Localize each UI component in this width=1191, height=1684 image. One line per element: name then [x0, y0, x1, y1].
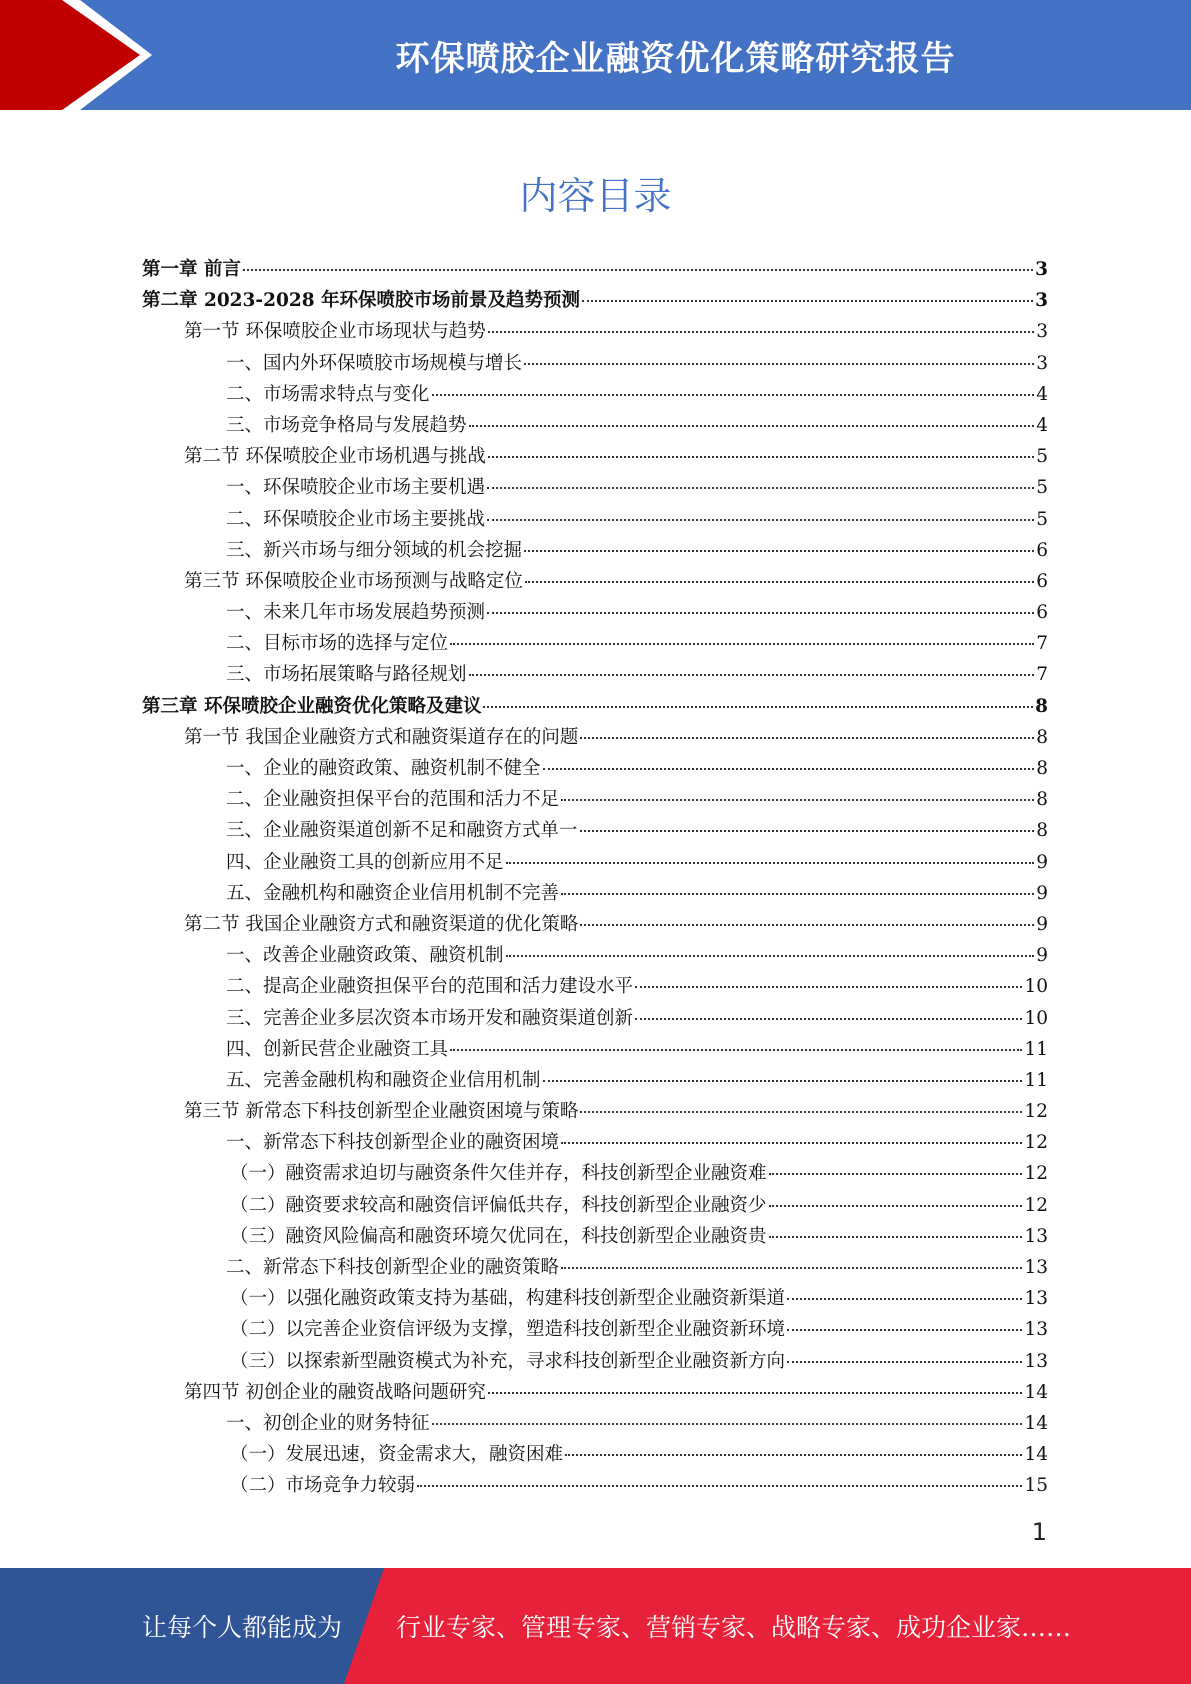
- toc-entry-title: （三）以探索新型融资模式为补充，寻求科技创新型企业融资新方向: [230, 1350, 786, 1372]
- toc-entry-page: 12: [1024, 1132, 1048, 1154]
- toc-leader-dots: [561, 1267, 1022, 1269]
- toc-leader-dots: [635, 986, 1022, 988]
- toc-entry[interactable]: [142, 566, 1048, 597]
- toc-leader-dots: [483, 706, 1033, 708]
- toc-entry-page: 9: [1036, 945, 1048, 967]
- toc-leader-dots: [769, 1205, 1023, 1207]
- toc-entry-title: 二、新常态下科技创新型企业的融资策略: [226, 1257, 560, 1278]
- toc-leader-dots: [243, 269, 1033, 271]
- toc-leader-dots: [787, 1298, 1022, 1300]
- toc-leader-dots: [469, 425, 1035, 427]
- toc-entry-page: 11: [1024, 1069, 1048, 1091]
- page-number: 1: [1031, 1518, 1047, 1546]
- toc-entry[interactable]: [142, 847, 1048, 878]
- toc-entry-page: 8: [1036, 820, 1048, 842]
- toc-entry-title: 一、企业的融资政策、融资机制不健全: [226, 758, 541, 779]
- toc-heading: 内容目录: [519, 174, 672, 218]
- toc-entry-page: 9: [1036, 882, 1048, 904]
- toc-leader-dots: [565, 1454, 1022, 1456]
- toc-entry-title: 一、未来几年市场发展趋势预测: [226, 602, 486, 624]
- toc-entry-title: 第三节 环保喷胶企业市场预测与战略定位: [184, 570, 523, 592]
- toc-leader-dots: [487, 487, 1034, 489]
- toc-entry[interactable]: [142, 1346, 1048, 1377]
- toc-entry[interactable]: [142, 909, 1048, 940]
- toc-leader-dots: [487, 519, 1034, 521]
- toc-entry-title: （二）融资要求较高和融资信评偏低共存，科技创新型企业融资少: [230, 1194, 767, 1216]
- toc-entry-page: 12: [1024, 1194, 1048, 1216]
- toc-entry-title: 二、提高企业融资担保平台的范围和活力建设水平: [226, 976, 634, 998]
- toc-entry-title: 第四节 初创企业的融资战略问题研究: [184, 1381, 486, 1403]
- toc-entry[interactable]: [142, 441, 1048, 472]
- toc-leader-dots: [506, 955, 1035, 957]
- toc-entry-title: 三、市场拓展策略与路径规划: [226, 664, 467, 686]
- toc-leader-dots: [524, 363, 1034, 365]
- report-title: 环保喷胶企业融资优化策略研究报告: [395, 38, 956, 79]
- toc-entry-title: 二、市场需求特点与变化: [226, 383, 430, 405]
- toc-entry[interactable]: [142, 659, 1048, 690]
- toc-entry-title: 第二节 我国企业融资方式和融资渠道的优化策略: [184, 913, 579, 935]
- toc-entry[interactable]: [142, 379, 1048, 410]
- toc-entry[interactable]: [142, 254, 1048, 285]
- toc-entry-page: 9: [1036, 913, 1048, 935]
- toc-entry-page: 13: [1024, 1225, 1048, 1247]
- toc-entry-title: 第一章 前言: [142, 259, 241, 280]
- toc-entry-page: 11: [1024, 1038, 1048, 1060]
- toc-entry[interactable]: [142, 472, 1048, 503]
- table-of-contents: [142, 254, 1048, 1502]
- toc-entry-page: 13: [1024, 1350, 1048, 1372]
- toc-leader-dots: [580, 737, 1034, 739]
- toc-entry-page: 5: [1036, 508, 1048, 530]
- toc-entry[interactable]: [142, 1377, 1048, 1408]
- toc-entry-page: 12: [1024, 1163, 1048, 1185]
- toc-leader-dots: [787, 1329, 1022, 1331]
- toc-entry[interactable]: [142, 1221, 1048, 1252]
- toc-entry-page: 5: [1036, 477, 1048, 499]
- toc-entry[interactable]: [142, 1003, 1048, 1034]
- toc-entry-page: 4: [1036, 414, 1048, 436]
- toc-leader-dots: [769, 1236, 1023, 1238]
- toc-entry-page: 10: [1024, 976, 1048, 998]
- toc-leader-dots: [787, 1361, 1022, 1363]
- toc-entry[interactable]: [142, 597, 1048, 628]
- toc-entry-title: 四、创新民营企业融资工具: [226, 1038, 449, 1060]
- toc-entry-page: 8: [1036, 789, 1048, 811]
- toc-leader-dots: [582, 300, 1033, 302]
- toc-leader-dots: [487, 612, 1034, 614]
- toc-entry[interactable]: [142, 1127, 1048, 1158]
- toc-entry[interactable]: [142, 410, 1048, 441]
- toc-entry-page: 13: [1024, 1288, 1048, 1310]
- toc-leader-dots: [450, 643, 1034, 645]
- toc-entry-page: 6: [1036, 539, 1048, 561]
- toc-entry-page: 8: [1035, 695, 1048, 717]
- toc-entry-title: 一、国内外环保喷胶市场规模与增长: [226, 352, 523, 374]
- toc-entry[interactable]: [142, 1408, 1048, 1439]
- toc-entry[interactable]: [142, 691, 1048, 722]
- toc-entry[interactable]: [142, 1096, 1048, 1127]
- toc-entry[interactable]: [142, 940, 1048, 971]
- toc-leader-dots: [635, 1018, 1022, 1020]
- toc-entry-title: 三、企业融资渠道创新不足和融资方式单一: [226, 820, 578, 842]
- toc-entry-title: 三、新兴市场与细分领域的机会挖掘: [226, 539, 523, 561]
- toc-entry[interactable]: [142, 348, 1048, 379]
- toc-entry-title: 第二章 2023-2028 年环保喷胶市场前景及趋势预测: [142, 290, 581, 312]
- toc-leader-dots: [417, 1485, 1022, 1487]
- toc-entry-title: 二、目标市场的选择与定位: [226, 633, 449, 655]
- toc-entry-page: 7: [1036, 664, 1048, 686]
- footer-slogan-left: 让每个人都能成为: [142, 1613, 343, 1642]
- toc-entry-title: 一、环保喷胶企业市场主要机遇: [226, 477, 486, 499]
- toc-entry-title: 第一节 环保喷胶企业市场现状与趋势: [184, 321, 486, 343]
- toc-entry-title: 三、完善企业多层次资本市场开发和融资渠道创新: [226, 1007, 634, 1029]
- toc-entry-page: 8: [1036, 758, 1048, 779]
- toc-entry-title: 一、改善企业融资政策、融资机制: [226, 945, 504, 967]
- toc-entry-title: 一、初创企业的财务特征: [226, 1412, 430, 1434]
- toc-leader-dots: [561, 799, 1034, 801]
- toc-entry-title: （一）发展迅速，资金需求大，融资困难: [230, 1444, 564, 1466]
- toc-entry[interactable]: [142, 1158, 1048, 1189]
- toc-entry-title: 第三章 环保喷胶企业融资优化策略及建议: [142, 695, 482, 717]
- footer-band: [0, 1568, 1191, 1684]
- toc-entry[interactable]: [142, 1034, 1048, 1065]
- toc-leader-dots: [506, 862, 1035, 864]
- toc-entry-title: 一、新常态下科技创新型企业的融资困境: [226, 1132, 560, 1154]
- toc-entry[interactable]: [142, 878, 1048, 909]
- toc-entry-title: （一）以强化融资政策支持为基础，构建科技创新型企业融资新渠道: [230, 1288, 786, 1310]
- toc-entry-title: 五、金融机构和融资企业信用机制不完善: [226, 882, 560, 904]
- toc-entry-page: 3: [1036, 321, 1048, 343]
- toc-entry-page: 10: [1024, 1007, 1048, 1029]
- toc-entry-page: 7: [1036, 633, 1048, 655]
- toc-entry[interactable]: [142, 1439, 1048, 1470]
- toc-leader-dots: [525, 581, 1034, 583]
- toc-entry-page: 12: [1024, 1101, 1048, 1123]
- toc-entry-title: 二、环保喷胶企业市场主要挑战: [226, 508, 486, 530]
- toc-entry-page: 4: [1036, 383, 1048, 405]
- toc-leader-dots: [432, 394, 1035, 396]
- toc-entry-title: 四、企业融资工具的创新应用不足: [226, 851, 504, 873]
- toc-leader-dots: [450, 1049, 1022, 1051]
- toc-entry-page: 5: [1036, 446, 1048, 468]
- toc-leader-dots: [580, 924, 1034, 926]
- toc-entry-page: 3: [1036, 352, 1048, 374]
- toc-entry-title: （三）融资风险偏高和融资环境欠优同在，科技创新型企业融资贵: [230, 1225, 767, 1247]
- toc-entry[interactable]: [142, 504, 1048, 535]
- toc-entry[interactable]: [142, 1314, 1048, 1345]
- toc-entry[interactable]: [142, 535, 1048, 566]
- toc-entry-title: 五、完善金融机构和融资企业信用机制: [226, 1069, 541, 1091]
- toc-entry[interactable]: [142, 1283, 1048, 1314]
- toc-leader-dots: [580, 1111, 1022, 1113]
- toc-leader-dots: [580, 830, 1035, 832]
- toc-entry-title: 第三节 新常态下科技创新型企业融资困境与策略: [184, 1101, 579, 1123]
- toc-leader-dots: [543, 1080, 1023, 1082]
- toc-leader-dots: [488, 1392, 1023, 1394]
- toc-leader-dots: [432, 1423, 1023, 1425]
- toc-leader-dots: [543, 768, 1035, 770]
- toc-entry[interactable]: [142, 1252, 1048, 1283]
- toc-entry[interactable]: [142, 815, 1048, 846]
- toc-entry[interactable]: [142, 316, 1048, 347]
- toc-entry-page: 8: [1036, 726, 1048, 748]
- toc-leader-dots: [488, 456, 1034, 458]
- toc-entry[interactable]: [142, 784, 1048, 815]
- toc-entry-title: （二）市场竞争力较弱: [230, 1475, 416, 1497]
- toc-leader-dots: [488, 331, 1034, 333]
- toc-entry-page: 15: [1024, 1475, 1048, 1497]
- toc-entry[interactable]: [142, 628, 1048, 659]
- toc-entry[interactable]: [142, 753, 1048, 784]
- toc-entry[interactable]: [142, 1190, 1048, 1221]
- toc-leader-dots: [524, 550, 1034, 552]
- toc-entry-page: 13: [1024, 1319, 1048, 1341]
- toc-leader-dots: [561, 893, 1034, 895]
- toc-entry-title: 三、市场竞争格局与发展趋势: [226, 414, 467, 436]
- toc-leader-dots: [561, 1142, 1022, 1144]
- toc-entry-title: （一）融资需求迫切与融资条件欠佳并存，科技创新型企业融资难: [230, 1163, 767, 1185]
- footer-slogan-right: 行业专家、管理专家、营销专家、战略专家、成功企业家……: [396, 1613, 1072, 1642]
- toc-leader-dots: [769, 1173, 1023, 1175]
- toc-entry-title: 第二节 环保喷胶企业市场机遇与挑战: [184, 446, 486, 468]
- toc-entry-page: 13: [1024, 1257, 1048, 1278]
- header-band: [0, 0, 1191, 110]
- toc-entry-page: 14: [1024, 1444, 1048, 1466]
- toc-entry[interactable]: [142, 1470, 1048, 1501]
- toc-entry-page: 14: [1024, 1412, 1048, 1434]
- toc-entry-title: 第一节 我国企业融资方式和融资渠道存在的问题: [184, 726, 579, 748]
- toc-entry[interactable]: [142, 971, 1048, 1002]
- toc-entry-page: 9: [1036, 851, 1048, 873]
- toc-entry-page: 14: [1024, 1381, 1048, 1403]
- toc-entry-title: （二）以完善企业资信评级为支撑，塑造科技创新型企业融资新环境: [230, 1319, 786, 1341]
- toc-leader-dots: [469, 674, 1035, 676]
- toc-entry-page: 3: [1035, 259, 1048, 280]
- toc-entry[interactable]: [142, 722, 1048, 753]
- toc-entry-page: 6: [1036, 602, 1048, 624]
- toc-entry-title: 二、企业融资担保平台的范围和活力不足: [226, 789, 560, 811]
- toc-entry-page: 6: [1036, 570, 1048, 592]
- toc-entry-page: 3: [1035, 290, 1048, 312]
- toc-entry[interactable]: [142, 285, 1048, 316]
- toc-entry[interactable]: [142, 1065, 1048, 1096]
